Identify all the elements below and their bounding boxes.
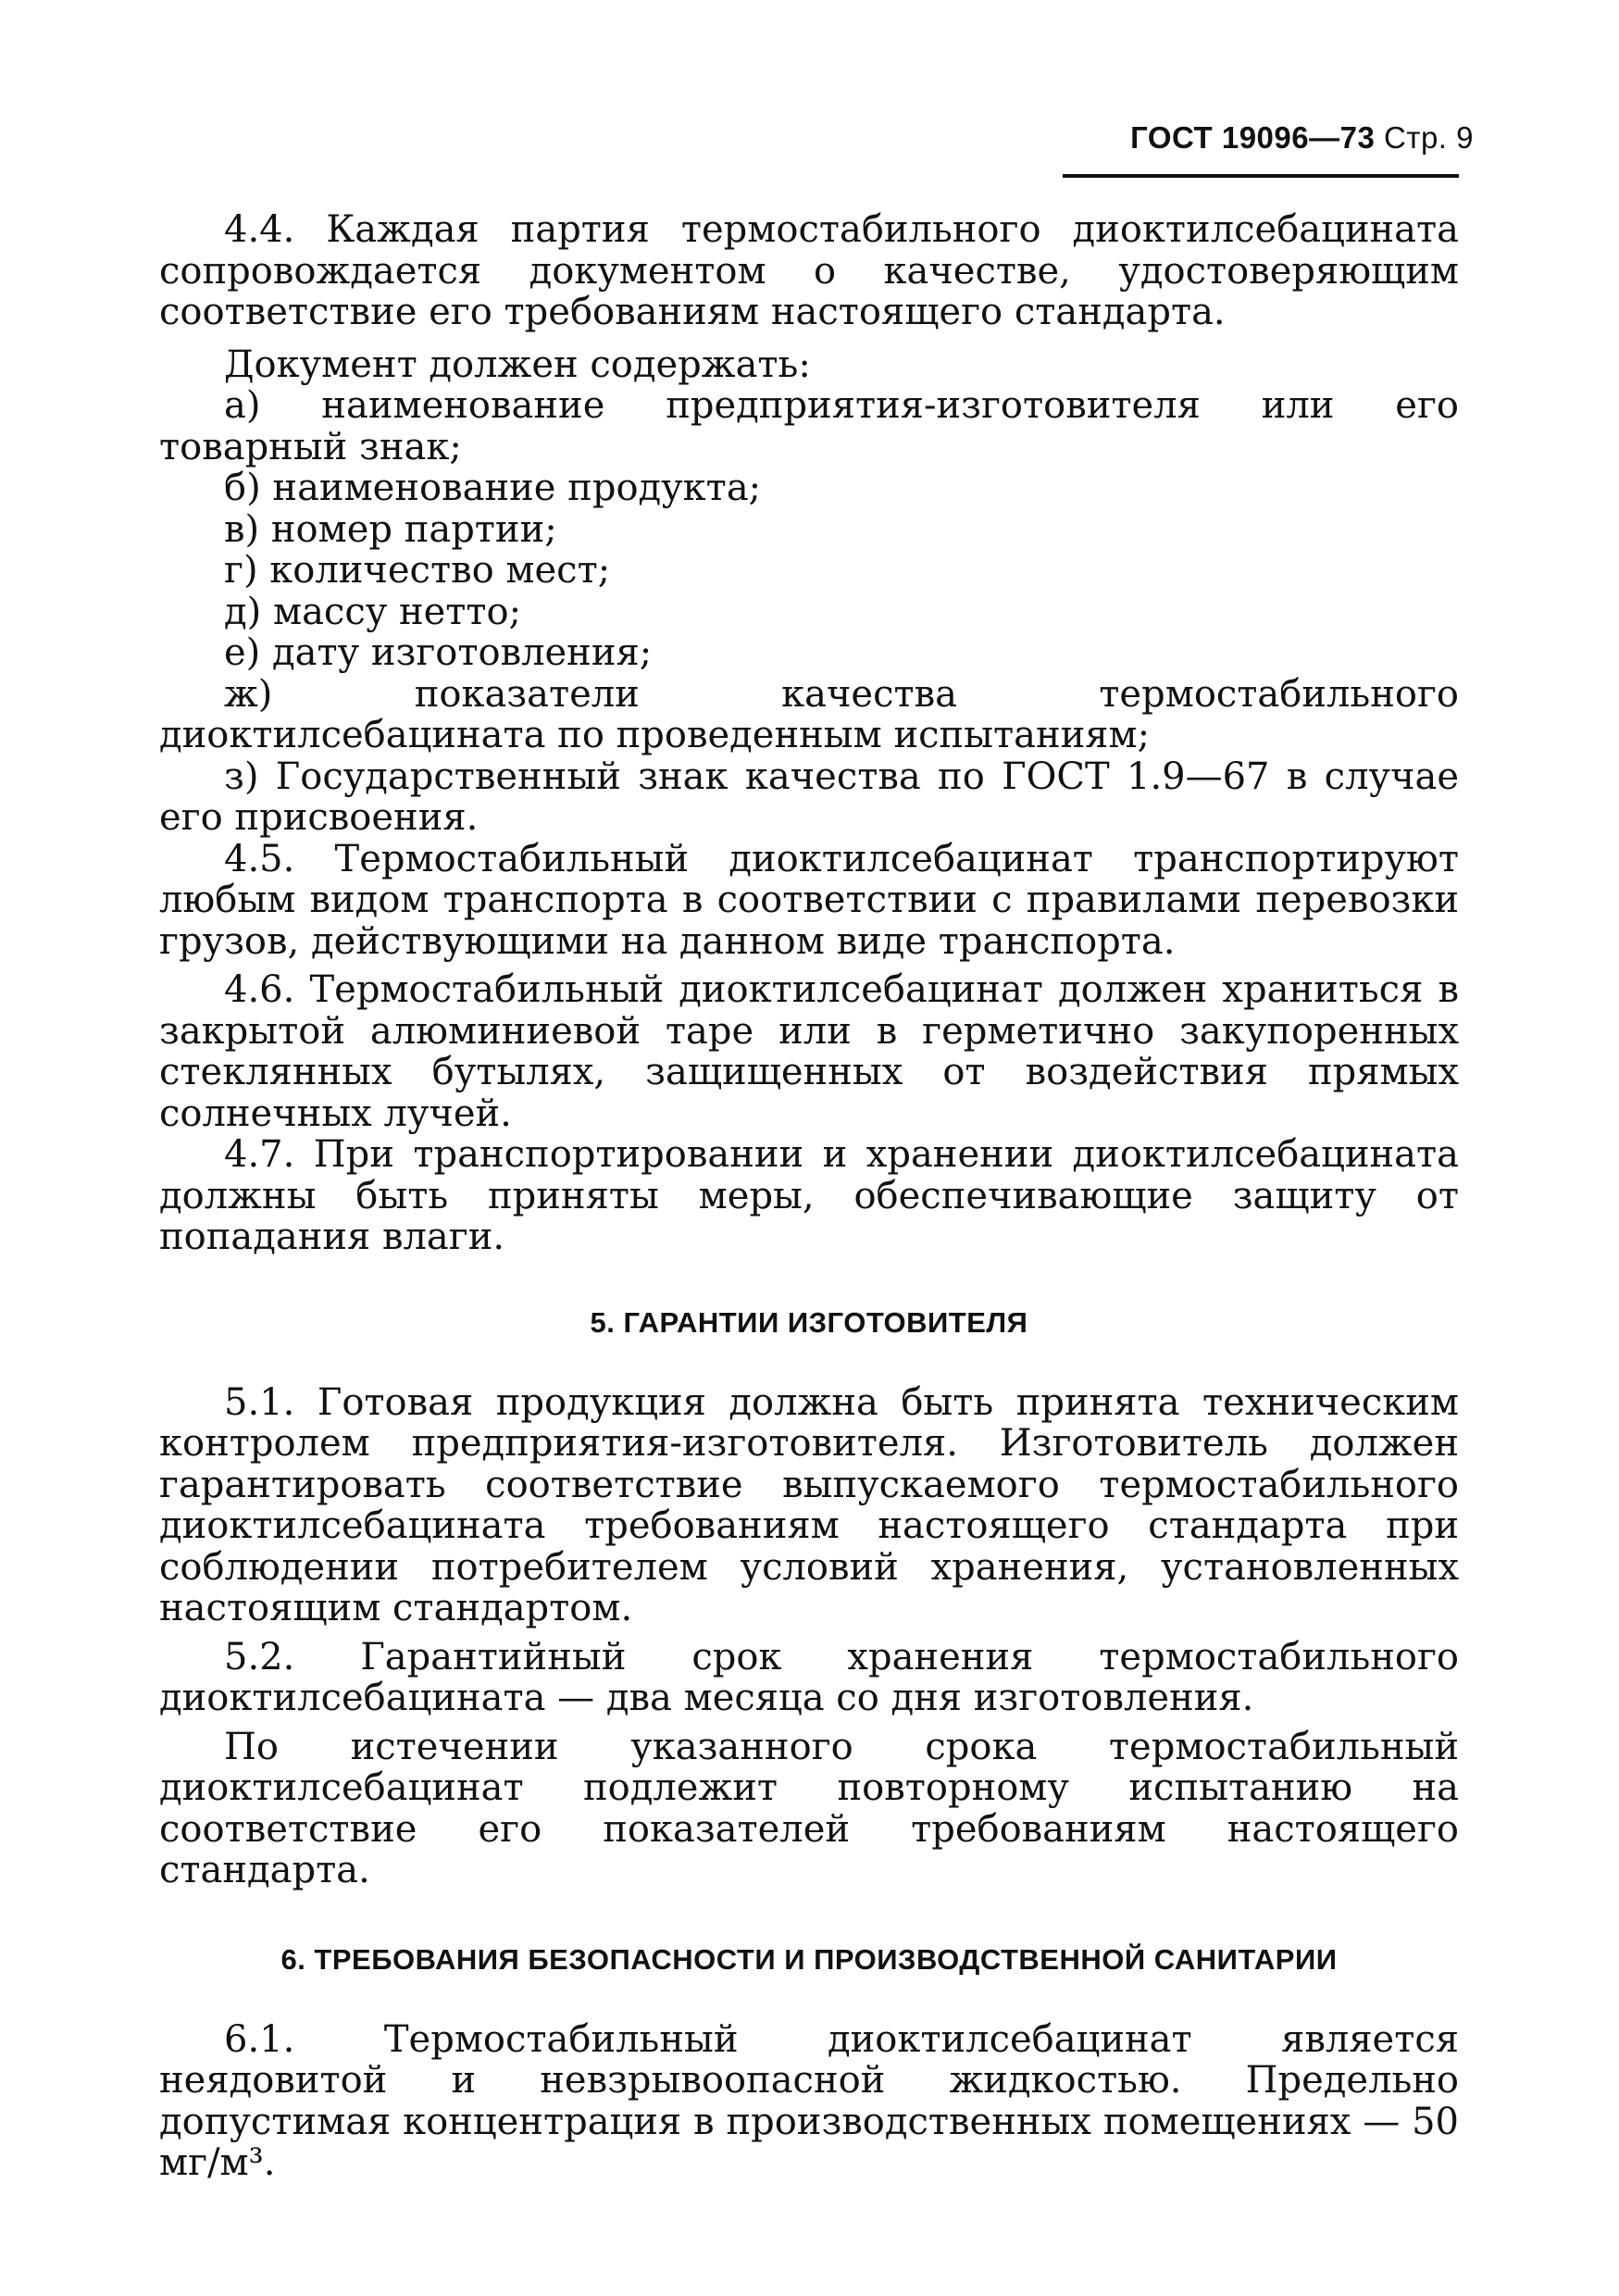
- list-item-d: д) массу нетто;: [224, 590, 522, 633]
- list-item-z: з) Государственный знак качества по ГОСТ 1.9—67 в случае его присвоения.: [159, 755, 1459, 839]
- page-header: [1130, 120, 1474, 156]
- list-item-a: а) наименование предприятия-изготовителя или его товарный знак;: [159, 384, 1459, 468]
- list-item-g: г) количество мест;: [224, 549, 611, 592]
- paragraph-4-4: 4.4. Каждая партия термостабильного диоктилсебацината сопровождается документом о качестве, удостоверяющим соответствие его требованиям настоящего стандарта.: [159, 208, 1459, 333]
- section-5-heading: 5. ГАРАНТИИ ИЗГОТОВИТЕЛЯ: [590, 1305, 1028, 1339]
- paragraph-5-2-continued: По истечении указанного срока термостабильный диоктилсебацинат подлежит повторному испытанию на соответствие его показателей требованиям настоящего стандарта.: [159, 1725, 1459, 1891]
- list-item-b: б) наименование продукта;: [224, 467, 762, 509]
- document-body: [159, 209, 1459, 2184]
- header-rule: [1063, 174, 1459, 178]
- paragraph-6-1: 6.1. Термостабильный диоктилсебацинат является неядовитой и невзрывоопасной жидкостью. Предельно допустимая концентрация в производственных помещениях — 50 мг/м³.: [159, 2017, 1459, 2184]
- paragraph-4-6: 4.6. Термостабильный диоктилсебацинат должен храниться в закрытой алюминиевой таре или в герметично закупоренных стеклянных бутылях, защищенных от воздействия прямых солнечных лучей.: [159, 968, 1459, 1135]
- standard-number: ГОСТ 19096—73: [1130, 120, 1376, 155]
- list-item-v: в) номер партии;: [224, 507, 557, 551]
- paragraph-4-7: 4.7. При транспортировании и хранении диоктилсебацината должны быть приняты меры, обеспечивающие защиту от попадания влаги.: [159, 1133, 1459, 1258]
- list-item-e: е) дату изготовления;: [224, 631, 653, 674]
- paragraph-5-1: 5.1. Готовая продукция должна быть принята техническим контролем предприятия-изготовителя. Изготовитель должен гарантировать соответствие выпускаемого термостабильного диоктилсебацината требованиям настоящего стандарта при соблюдении потребителем условий хранения, установленных настоящим стандартом.: [159, 1380, 1459, 1629]
- list-item-zh: ж) показатели качества термостабильного диоктилсебацината по проведенным испытаниям;: [159, 672, 1459, 756]
- page-number: Стр. 9: [1384, 120, 1474, 155]
- paragraph-4-5: 4.5. Термостабильный диоктилсебацинат транспортируют любым видом транспорта в соответствии с правилами перевозки грузов, действующими на данном виде транспорта.: [159, 837, 1459, 963]
- document-contents-intro: Документ должен содержать:: [224, 343, 811, 386]
- section-6-heading: 6. ТРЕБОВАНИЯ БЕЗОПАСНОСТИ И ПРОИЗВОДСТВЕННОЙ САНИТАРИИ: [280, 1942, 1338, 1976]
- paragraph-5-2: 5.2. Гарантийный срок хранения термостабильного диоктилсебацината — два месяца со дня изготовления.: [159, 1635, 1459, 1719]
